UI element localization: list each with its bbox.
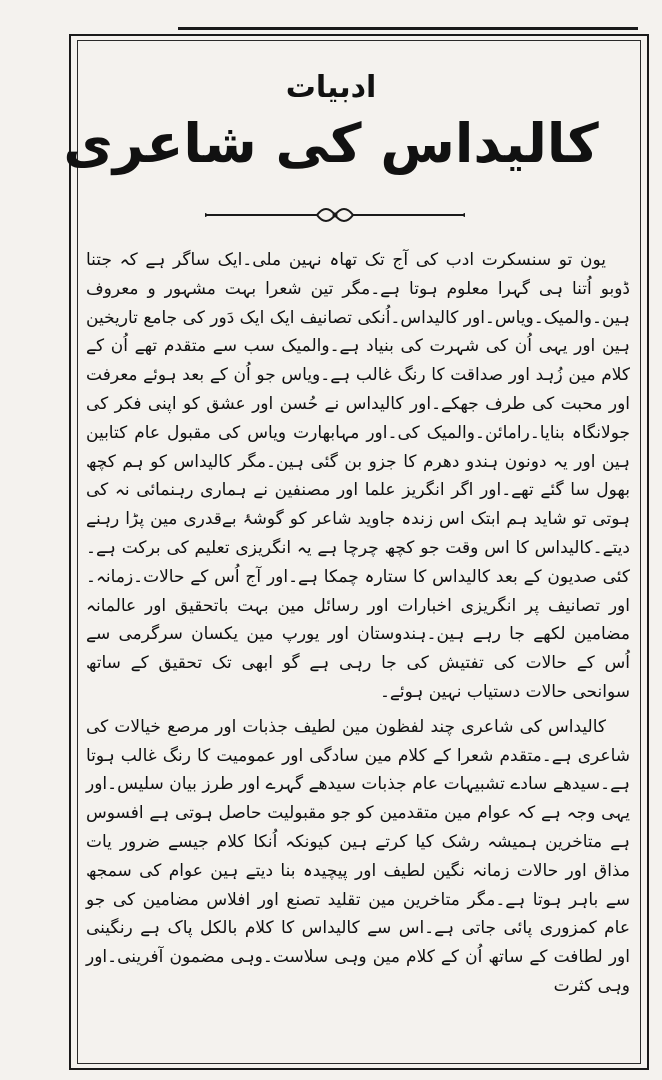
section-label: ادبیات	[285, 70, 377, 105]
paragraph-1: یون تو سنسکرت ادب کی آج تک تھاہ نہین ملی۔ایک ساگر ہے کہ جتنا ڈوبو اُتنا ہی گہرا معلوم ہوتا ہے۔مگر تین شعرا بہت مشہور و معروف ہین۔والمیک۔ویاس۔اور کالیداس۔اُنکی تصانیف ایک ایک دَور کی جامع تاریخین ہین اور یہی اُن کی شہرت کی بنیاد ہے۔والمیک سب سے متقدم تھے اُن کے کلام مین زُہد اور صداقت کا رنگ غالب ہے۔ویاس جو اُن کے بعد ہوئے معرفت اور محبت کی طرف جھکے۔اور کالیداس نے حُسن اور عشق کو اپنی فکر کی جولانگاہ بنایا۔رامائن۔والمیک کی۔اور مہابھارت ویاس کی مقبول عام کتابین ہین اور یہ دونون ہندو دھرم کا جزو بن گئی ہین۔مگر کالیداس کو ہم کچھ بھول سا گئے تھے۔اور اگر انگریز علما اور مصنفین نے ہماری رہنمائی نہ کی ہوتی تو شاید ہم ابتک اس زندہ جاوید شاعر کو گوشۂ بےقدری مین پڑا رہنے دیتے۔کالیداس کا اس وقت جو کچھ چرچا ہے یہ انگریزی تعلیم کی برکت ہے۔کئی صدیون کے بعد کالیداس کا ستارہ چمکا ہے۔اور آج اُس کے حالات۔زمانہ۔اور تصانیف پر انگریزی اخبارات اور رسائل مین بہت باتحقیق اور عالمانہ مضامین لکھے جا رہے ہین۔ہندوستان اور یورپ مین یکسان سرگرمی سے اُس کے حالات کی تفتیش کی جا رہی ہے گو ابھی تک تحقیق کے ساتھ سوانحی حالات دستیاب نہین ہوئے۔	[86, 250, 630, 702]
paragraph-2: کالیداس کی شاعری چند لفظون مین لطیف جذبات اور مرصع خیالات کی شاعری ہے۔متقدم شعرا کے کلام مین سادگی اور عمومیت کا رنگ غالب ہوتا ہے۔سیدھے سادے تشبیہات عام جذبات سیدھے گہرے اور طرز بیان سلیس۔اور یہی وجہ ہے کہ عوام مین متقدمین کو جو مقبولیت حاصل ہوتی ہے افسوس ہے متاخرین ہمیشہ رشک کیا کرتے ہین کیونکہ اُنکا کلام جیسے ضرور یات مذاق اور حالات زمانہ نگین لطیف اور پیچیدہ بنا دیتے ہین عوام کی سمجھ سے باہر ہوتا ہے۔مگر متاخرین مین تقلید تصنع اور افلاس مضامین کی جو عام کمزوری پائی جاتی ہے۔اس سے کالیداس کا کلام بالکل پاک ہے رنگینی اور لطافت کے ساتھ اُن کے کلام مین وہی سلاست۔وہی مضمون آفرینی۔اور وہی کثرت	[86, 716, 630, 996]
article-body	[86, 246, 630, 1001]
ornament-divider	[205, 204, 465, 226]
top-rule	[178, 27, 638, 30]
article-title: کالیداس کی شاعری	[63, 112, 599, 175]
